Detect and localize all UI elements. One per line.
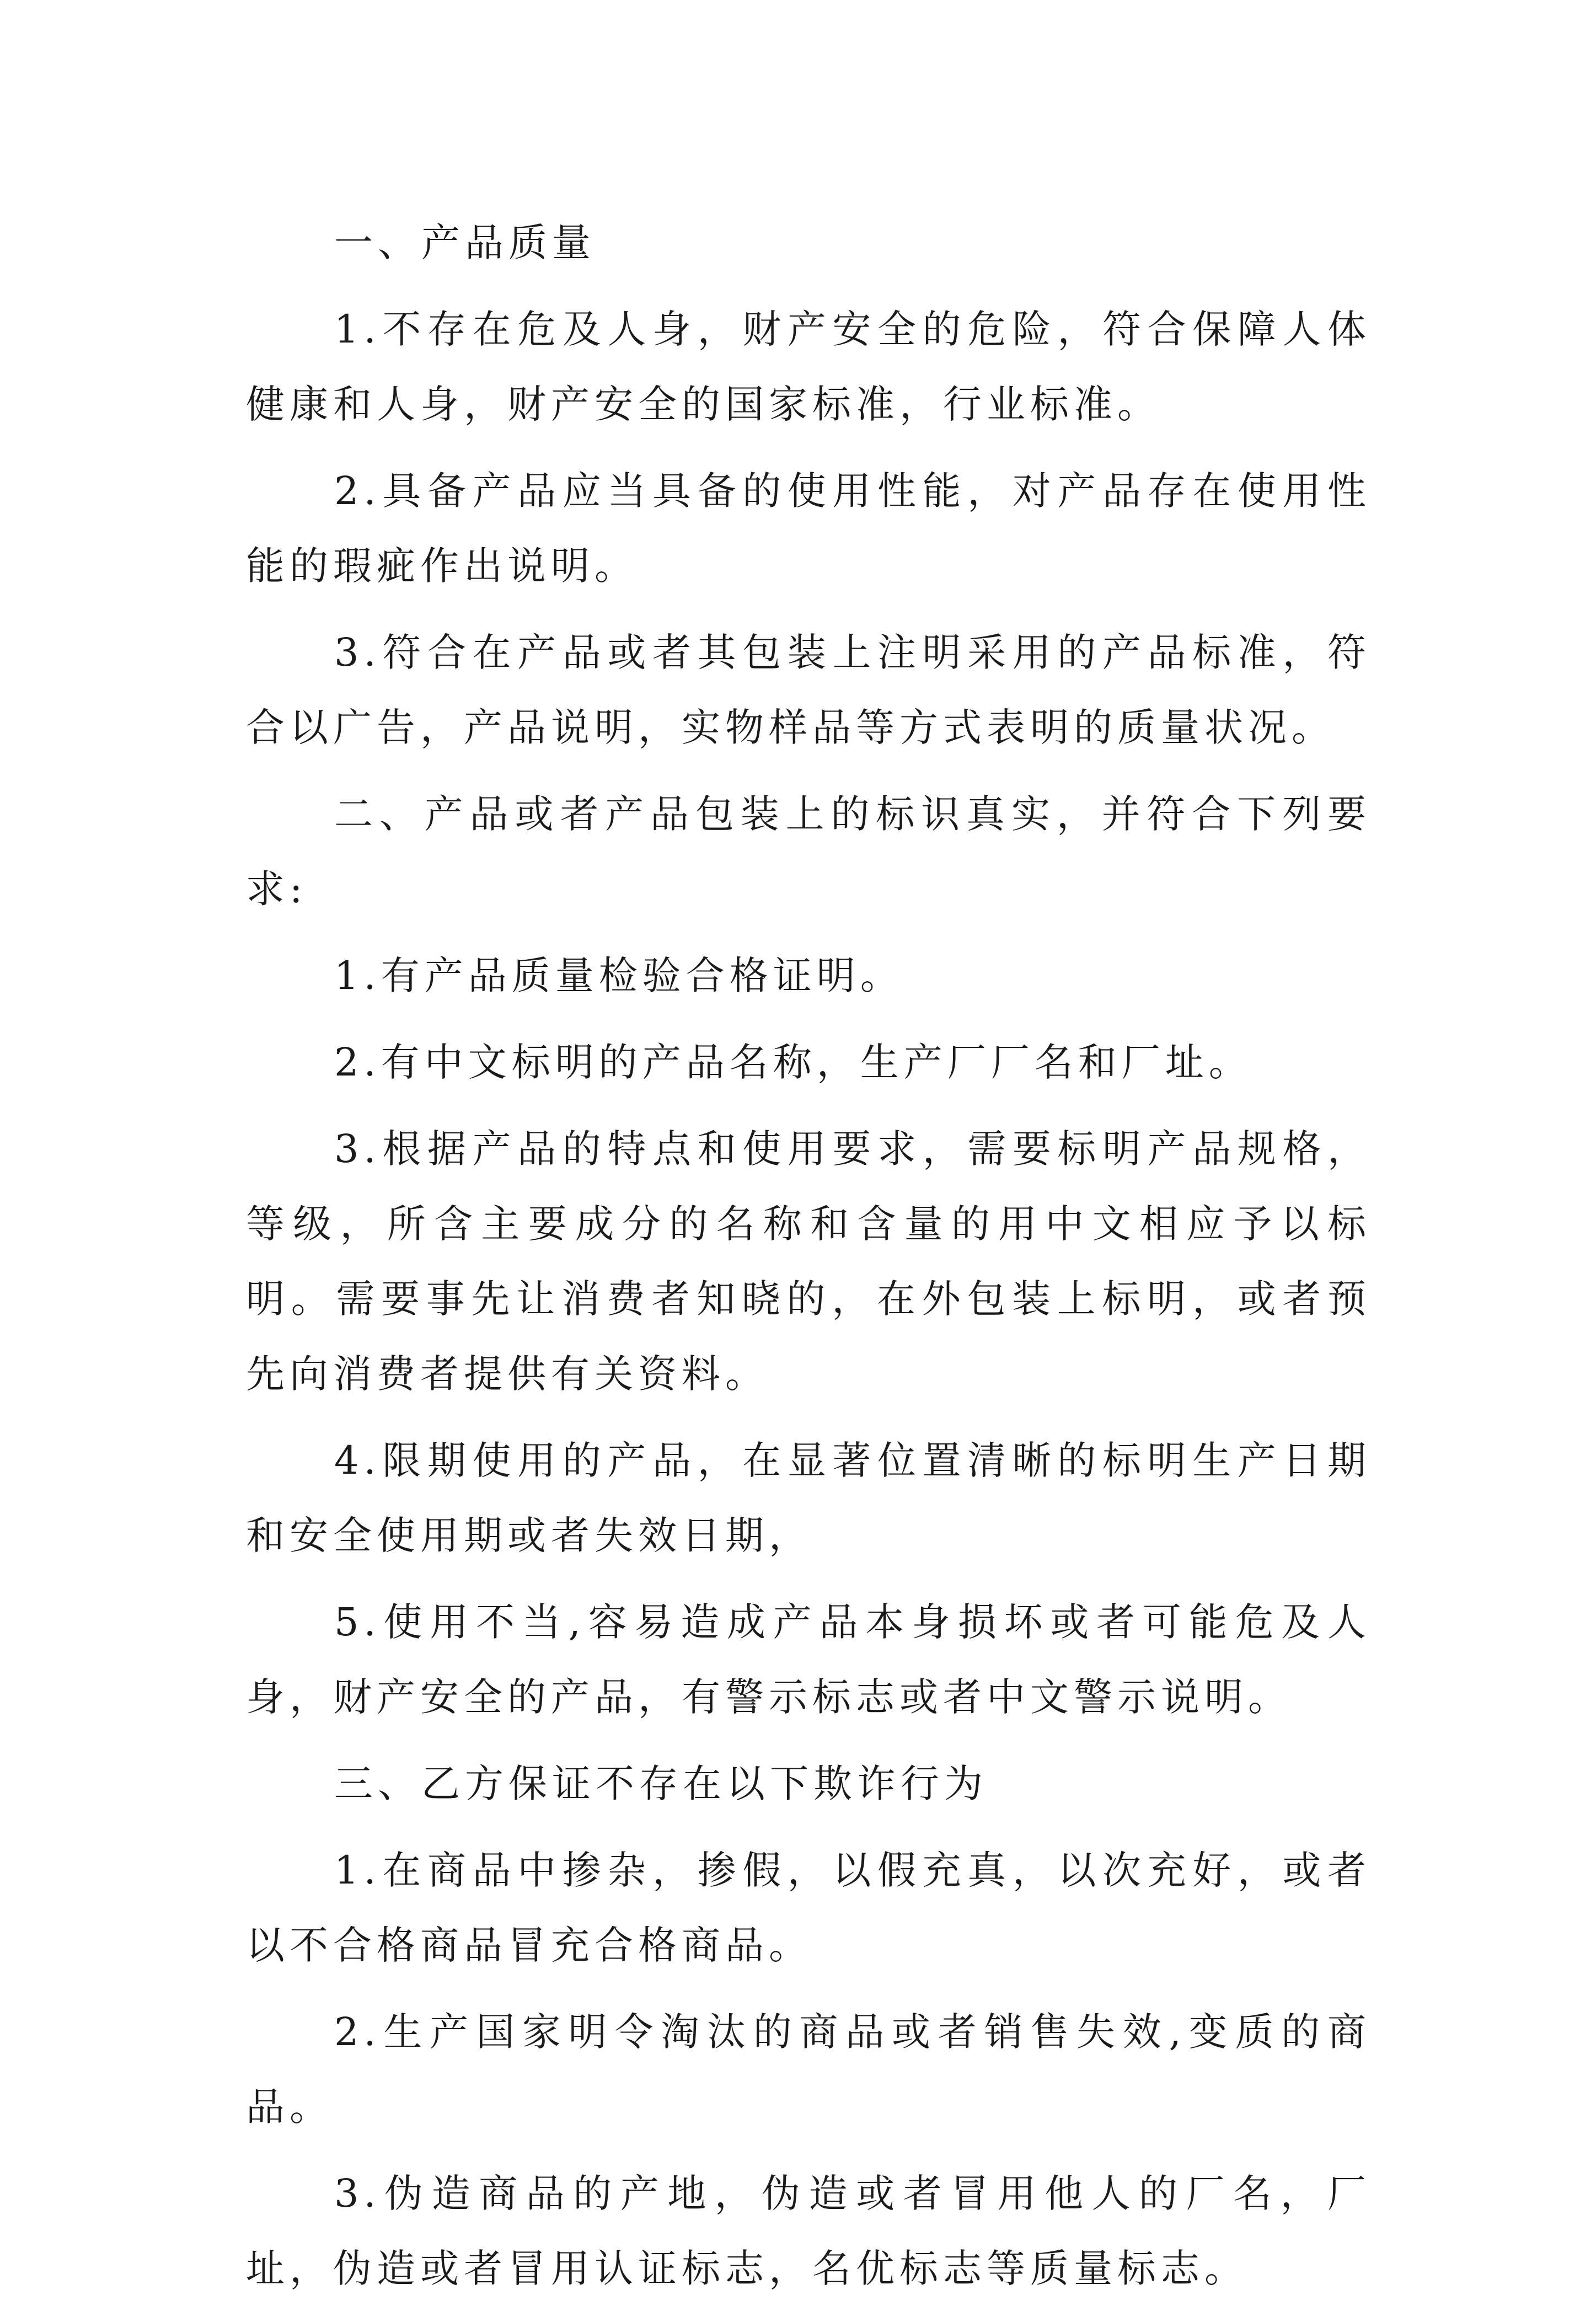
section-heading-product-quality: 一、产品质量 xyxy=(334,220,596,265)
clause-paragraph: 3.根据产品的特点和使用要求，需要标明产品规格，等级，所含主要成分的名称和含量的用中文相应予以标明。需要事先让消费者知晓的，在外包装上标明，或者预先向消费者提供有关资料。 xyxy=(246,1126,1371,1397)
clause-paragraph: 4.限期使用的产品，在显著位置清晰的标明生产日期和安全使用期或者失效日期， xyxy=(246,1438,1371,1558)
clause-paragraph: 5.使用不当,容易造成产品本身损坏或者可能危及人身，财产安全的产品，有警示标志或者中文警示说明。 xyxy=(246,1599,1371,1720)
clause-paragraph: 1.在商品中掺杂，掺假，以假充真，以次充好，或者以不合格商品冒充合格商品。 xyxy=(246,1848,1371,1968)
clause-paragraph: 1.有产品质量检验合格证明。 xyxy=(334,953,904,998)
section-heading-labeling: 二、产品或者产品包装上的标识真实，并符合下列要求: xyxy=(246,791,1371,912)
clause-paragraph: 2.有中文标明的产品名称，生产厂厂名和厂址。 xyxy=(334,1040,1252,1085)
clause-paragraph: 2.生产国家明令淘汰的商品或者销售失效,变质的商品。 xyxy=(246,2009,1371,2130)
document-body xyxy=(246,205,1371,2306)
section-heading-no-fraud: 三、乙方保证不存在以下欺诈行为 xyxy=(334,1761,988,1806)
clause-paragraph: 1.不存在危及人身，财产安全的危险，符合保障人体健康和人身，财产安全的国家标准，行业标准。 xyxy=(246,307,1371,427)
clause-paragraph: 3.符合在产品或者其包装上注明采用的产品标准，符合以广告，产品说明，实物样品等方式表明的质量状况。 xyxy=(246,630,1371,750)
clause-paragraph: 3.伪造商品的产地，伪造或者冒用他人的厂名，厂址，伪造或者冒用认证标志，名优标志等质量标志。 xyxy=(246,2171,1371,2291)
clause-paragraph: 2.具备产品应当具备的使用性能，对产品存在使用性能的瑕疵作出说明。 xyxy=(246,468,1371,588)
